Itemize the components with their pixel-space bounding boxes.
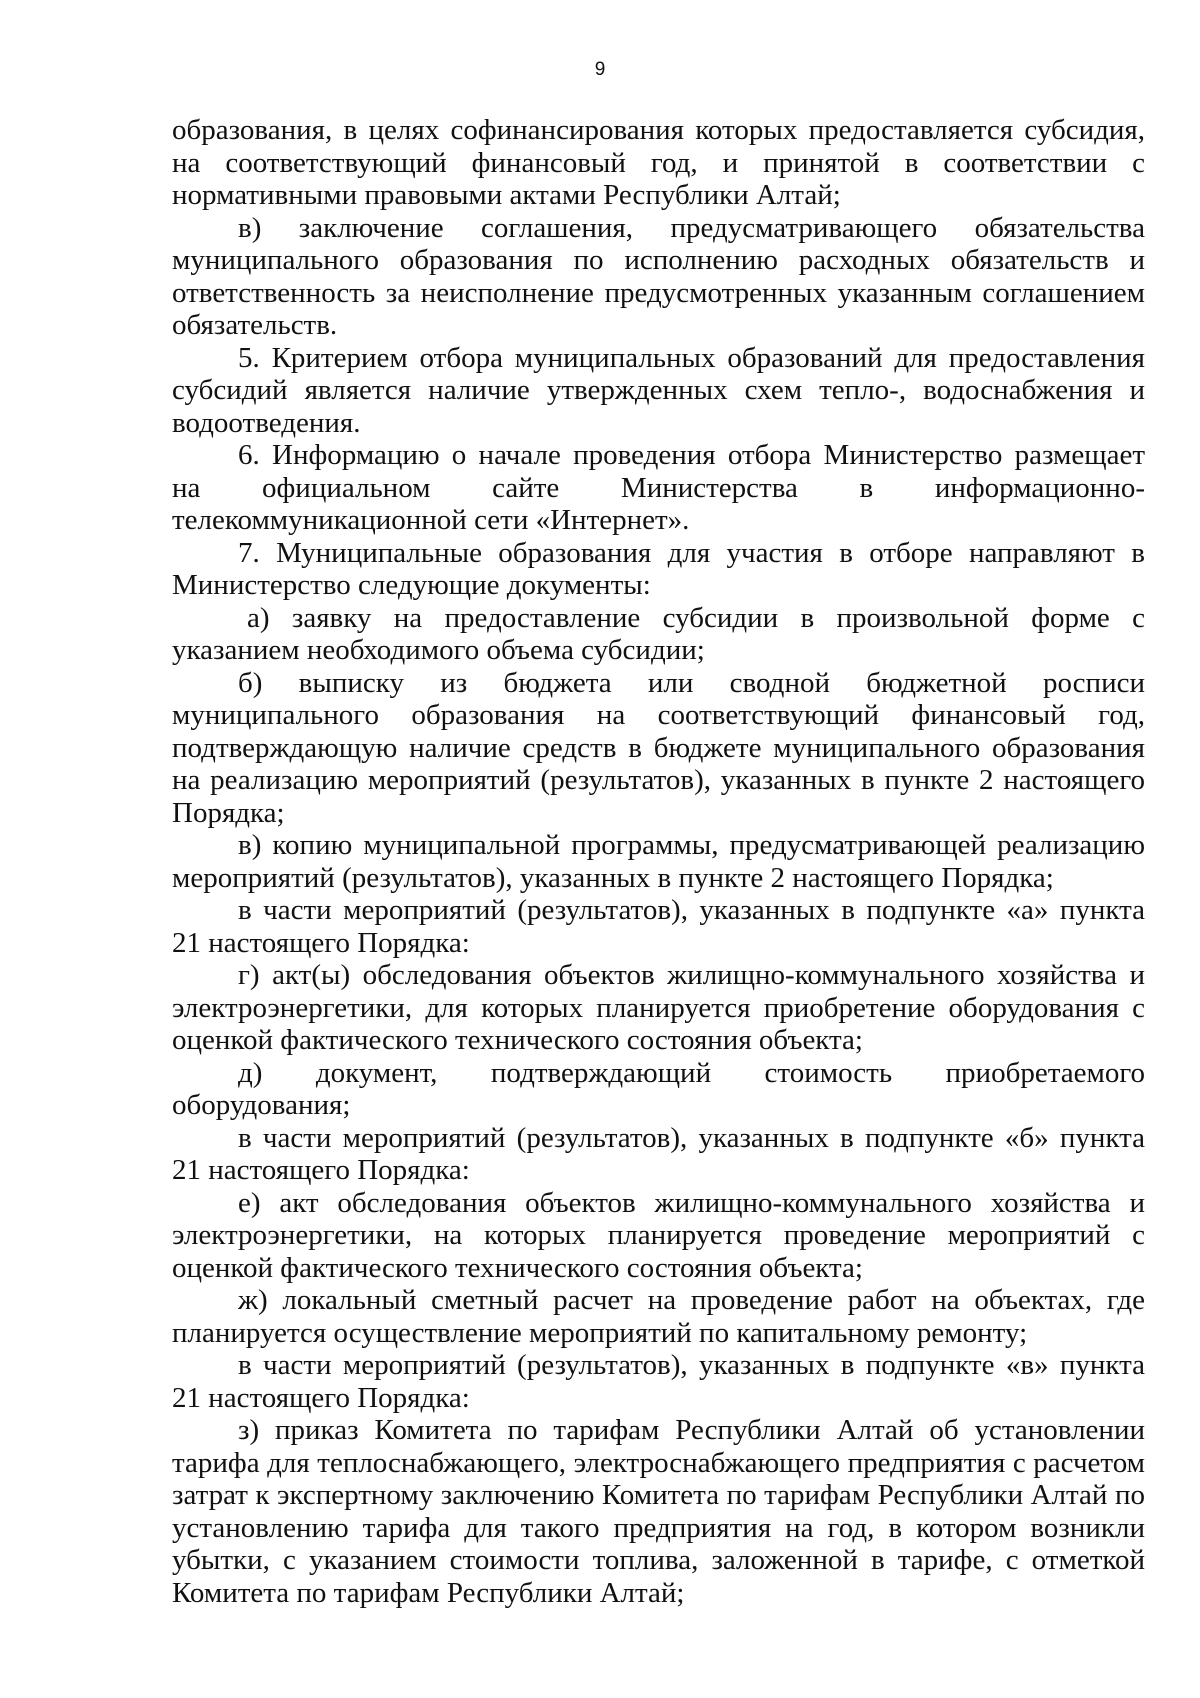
paragraph: б) выписку из бюджета или сводной бюджетной росписи муниципального образования на соответствующий финансовый год, подтверждающую наличие средств в бюджете муниципального образования на реализацию мероприятий (результатов), указанных в пункте 2 настоящего Порядка; [172,666,1145,829]
paragraph: з) приказ Комитета по тарифам Республики Алтай об установлении тарифа для теплоснабжающего, электроснабжающего предприятия с расчетом затрат к экспертному заключению Комитета по тарифам Республики Алтай по установлению тарифа для такого предприятия на год, в котором возникли убытки, с указанием стоимости топлива, заложенной в тарифе, с отметкой Комитета по тарифам Республики Алтай; [172,1414,1145,1609]
paragraph: ж) локальный сметный расчет на проведение работ на объектах, где планируется осуществление мероприятий по капитальному ремонту; [172,1284,1145,1349]
paragraph: 7. Муниципальные образования для участия в отборе направляют в Министерство следующие документы: [172,536,1145,601]
paragraph: 6. Информацию о начале проведения отбора Министерство размещает на официальном сайте Министерства в информационно-телекоммуникационной сети «Интернет». [172,439,1145,536]
page-number: 9 [594,59,606,80]
paragraph: г) акт(ы) обследования объектов жилищно-коммунального хозяйства и электроэнергетики, для которых планируется приобретение оборудования с оценкой фактического технического состояния объекта; [172,959,1145,1056]
paragraph: 5. Критерием отбора муниципальных образований для предоставления субсидий является наличие утвержденных схем тепло-, водоснабжения и водоотведения. [172,341,1145,439]
paragraph: в) копию муниципальной программы, предусматривающей реализацию мероприятий (результатов), указанных в пункте 2 настоящего Порядка; [172,829,1145,894]
paragraph: в части мероприятий (результатов), указанных в подпункте «б» пункта 21 настоящего Порядка: [172,1121,1145,1186]
document-body [172,114,1145,1609]
paragraph: образования, в целях софинансирования которых предоставляется субсидия, на соответствующий финансовый год, и принятой в соответствии с нормативными правовыми актами Республики Алтай; [172,114,1145,211]
paragraph: в) заключение соглашения, предусматривающего обязательства муниципального образования по исполнению расходных обязательств и ответственность за неисполнение предусмотренных указанным соглашением обязательств. [172,211,1145,341]
paragraph: в части мероприятий (результатов), указанных в подпункте «а» пункта 21 настоящего Порядка: [172,894,1145,959]
paragraph: а) заявку на предоставление субсидии в произвольной форме с указанием необходимого объема субсидии; [172,601,1145,666]
paragraph: в части мероприятий (результатов), указанных в подпункте «в» пункта 21 настоящего Порядка: [172,1349,1145,1414]
paragraph: е) акт обследования объектов жилищно-коммунального хозяйства и электроэнергетики, на которых планируется проведение мероприятий с оценкой фактического технического состояния объекта; [172,1186,1145,1284]
paragraph: д) документ, подтверждающий стоимость приобретаемого оборудования; [172,1056,1145,1121]
